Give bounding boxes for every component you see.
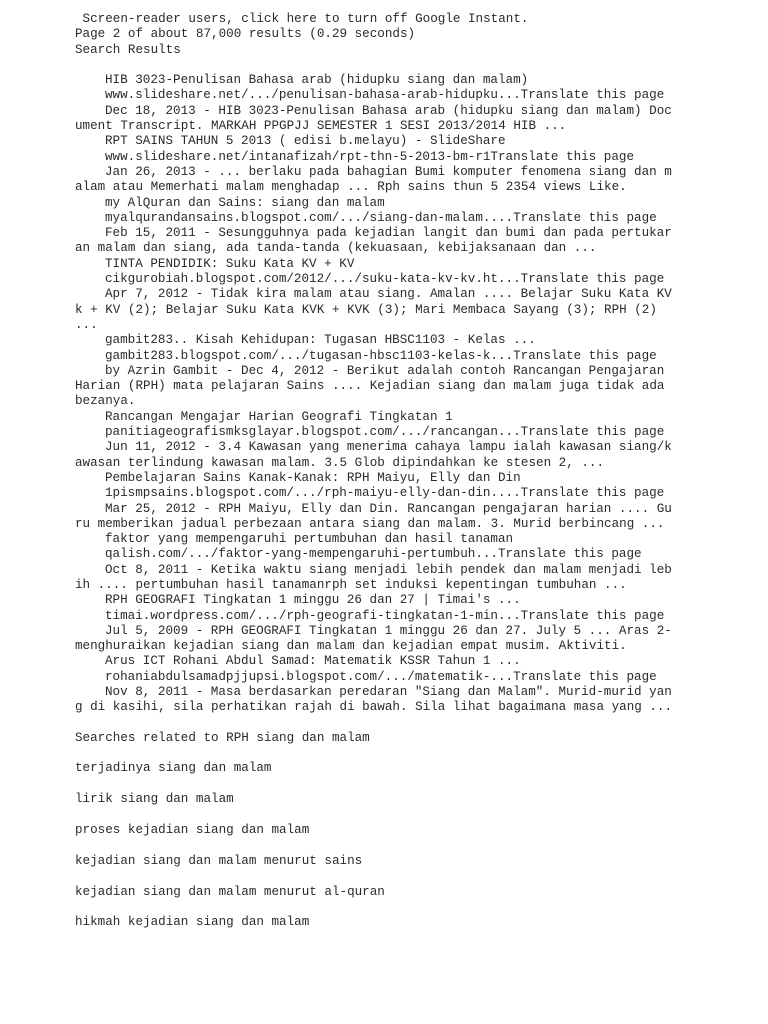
result-snippet: by Azrin Gambit - Dec 4, 2012 - Berikut adalah contoh Rancangan Pengajaran Harian (RPH) mata pelajaran Sains .... Kejadian siang dan malam juga tidak ada bezanya. — [75, 363, 673, 409]
result-url[interactable]: rohaniabdulsamadpjjupsi.blogspot.com/.../matematik-...Translate this page — [105, 669, 657, 684]
search-results-page — [75, 12, 675, 931]
result-snippet: Jan 26, 2013 - ... berlaku pada bahagian Bumi komputer fenomena siang dan malam atau Memerhati malam menghadap ... Rph sains thun 5 2354 views Like. — [75, 164, 672, 195]
result-snippet: Mar 25, 2012 - RPH Maiyu, Elly dan Din. Rancangan pengajaran harian .... Guru memberikan jadual perbezaan antara siang dan malam. 3. Murid berbincang ... — [75, 501, 672, 531]
result-url[interactable]: timai.wordpress.com/.../rph-geografi-tingkatan-1-min...Translate this page — [105, 608, 665, 623]
result-snippet: Jul 5, 2009 - RPH GEOGRAFI Tingkatan 1 minggu 26 dan 27. July 5 ... Aras 2-menghuraikan kejadian siang dan malam dan kejadian empat musim. Aktiviti. — [75, 623, 672, 654]
result-title-link[interactable]: HIB 3023-Penulisan Bahasa arab (hidupku siang dan malam) — [105, 73, 529, 88]
screen-reader-link[interactable]: Screen-reader users, click here to turn off Google Instant. — [75, 12, 529, 26]
related-search-link[interactable]: kejadian siang dan malam menurut sains — [75, 853, 363, 868]
result-item — [75, 333, 675, 409]
result-item — [75, 257, 675, 333]
result-title-link[interactable]: RPH GEOGRAFI Tingkatan 1 minggu 26 dan 27 | Timai's ... — [105, 593, 521, 608]
related-search-link[interactable]: kejadian siang dan malam menurut al-quran — [75, 884, 385, 899]
result-snippet: Oct 8, 2011 - Ketika waktu siang menjadi lebih pendek dan malam menjadi lebih .... pertumbuhan hasil tanamanrph set induksi kepentingan tumbuhan ... — [75, 562, 672, 592]
result-url[interactable]: qalish.com/.../faktor-yang-mempengaruhi-pertumbuh...Translate this page — [105, 547, 642, 562]
result-title-link[interactable]: my AlQuran dan Sains: siang dan malam — [105, 195, 385, 210]
result-item — [75, 532, 675, 593]
related-search-link[interactable]: hikmah kejadian siang dan malam — [75, 915, 310, 930]
related-search-link[interactable]: terjadinya siang dan malam — [75, 761, 272, 776]
result-title-link[interactable]: Pembelajaran Sains Kanak-Kanak: RPH Maiyu, Elly dan Din — [105, 470, 521, 485]
result-snippet: Dec 18, 2013 - HIB 3023-Penulisan Bahasa arab (hidupku siang dan malam) Document Transcript. MARKAH PPGPJJ SEMESTER 1 SESI 2013/2014 HIB ... — [75, 103, 672, 134]
related-searches — [75, 731, 675, 931]
result-item — [75, 593, 675, 654]
result-url[interactable]: 1pismpsains.blogspot.com/.../rph-maiyu-elly-dan-din....Translate this page — [105, 486, 665, 501]
result-snippet: Nov 8, 2011 - Masa berdasarkan peredaran "Siang dan Malam". Murid-murid yang di kasihi, sila perhatikan rajah di bawah. Sila lihat bagaimana masa yang ... — [75, 685, 673, 715]
result-title-link[interactable]: Rancangan Mengajar Harian Geografi Tingkatan 1 — [105, 409, 453, 424]
related-search-link[interactable]: lirik siang dan malam — [75, 792, 234, 807]
result-item — [75, 196, 675, 257]
result-title-link[interactable]: Arus ICT Rohani Abdul Samad: Matematik KSSR Tahun 1 ... — [105, 654, 521, 669]
result-url[interactable]: www.slideshare.net/.../penulisan-bahasa-arab-hidupku...Translate this page — [105, 88, 665, 103]
results-list — [75, 73, 675, 715]
result-title-link[interactable]: RPT SAINS TAHUN 5 2013 ( edisi b.melayu) - SlideShare — [105, 134, 506, 149]
result-item — [75, 654, 675, 715]
result-snippet: Apr 7, 2012 - Tidak kira malam atau siang. Amalan .... Belajar Suku Kata KVk + KV (2); Belajar Suku Kata KVK + KVK (3); Mari Membaca Sayang (3); RPH (2) ... — [75, 287, 672, 332]
result-url[interactable]: cikgurobiah.blogspot.com/2012/.../suku-kata-kv-kv.ht...Translate this page — [105, 272, 665, 287]
result-snippet: Feb 15, 2011 - Sesungguhnya pada kejadian langit dan bumi dan pada pertukaran malam dan siang, ada tanda-tanda (kekuasaan, kebijaksanaan dan ... — [75, 226, 672, 256]
result-item — [75, 410, 675, 471]
result-title-link[interactable]: TINTA PENDIDIK: Suku Kata KV + KV — [105, 256, 355, 271]
result-stats: Page 2 of about 87,000 results (0.29 seconds) — [75, 27, 416, 42]
result-item — [75, 134, 675, 195]
result-item — [75, 73, 675, 134]
result-item — [75, 471, 675, 532]
result-url[interactable]: myalqurandansains.blogspot.com/.../siang-dan-malam....Translate this page — [105, 210, 657, 225]
result-snippet: Jun 11, 2012 - 3.4 Kawasan yang menerima cahaya lampu ialah kawasan siang/kawasan terlindung kawasan malam. 3.5 Glob dipindahkan ke stesen 2, ... — [75, 440, 672, 470]
result-url[interactable]: www.slideshare.net/intanafizah/rpt-thn-5-2013-bm-r1Translate this page — [105, 149, 635, 164]
result-title-link[interactable]: faktor yang mempengaruhi pertumbuhan dan hasil tanaman — [105, 532, 514, 547]
related-search-link[interactable]: proses kejadian siang dan malam — [75, 823, 310, 838]
result-title-link[interactable]: gambit283.. Kisah Kehidupan: Tugasan HBSC1103 - Kelas ... — [105, 333, 536, 348]
spacer — [75, 58, 675, 73]
related-searches-heading: Searches related to RPH siang dan malam — [75, 730, 370, 745]
search-results-heading: Search Results — [75, 42, 181, 57]
result-url[interactable]: panitiageografismksglayar.blogspot.com/.../rancangan...Translate this page — [105, 425, 665, 440]
result-url[interactable]: gambit283.blogspot.com/.../tugasan-hbsc1103-kelas-k...Translate this page — [105, 348, 657, 363]
